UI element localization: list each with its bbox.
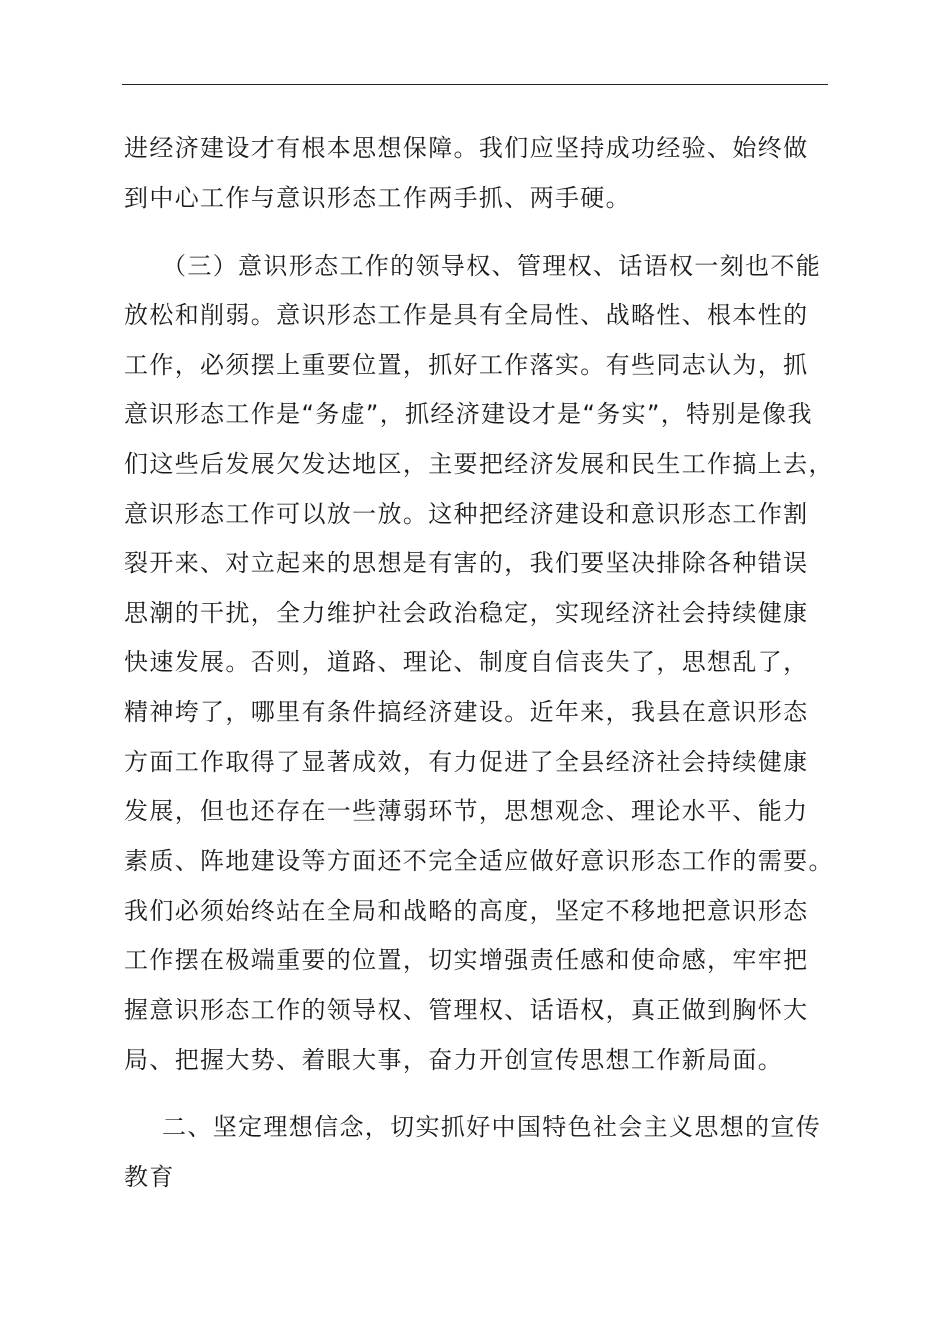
section-heading-line: （三）意识形态工作的领导权、管理权、话语权一刻也不能: [162, 252, 822, 280]
section-title-line: 教育: [124, 1163, 175, 1191]
text-line: 精神垮了，哪里有条件搞经济建设。近年来，我县在意识形态: [124, 698, 809, 726]
text-line: 意识形态工作是“务虚”，抓经济建设才是“务实”，特别是像我: [124, 400, 813, 428]
text-line: 工作，必须摆上重要位置，抓好工作落实。有些同志认为，抓: [124, 351, 809, 379]
text-line: 发展，但也还存在一些薄弱环节，思想观念、理论水平、能力: [124, 797, 809, 825]
text-line: 快速发展。否则，道路、理论、制度自信丧失了，思想乱了，: [124, 648, 809, 676]
text-line: 局、把握大势、着眼大事，奋力开创宣传思想工作新局面。: [124, 1046, 784, 1074]
header-rule: [122, 84, 828, 85]
text-line: 思潮的干扰，全力维护社会政治稳定，实现经济社会持续健康: [124, 599, 809, 627]
text-line: 们这些后发展欠发达地区，主要把经济发展和民生工作搞上去，: [124, 450, 834, 478]
text-line: 工作摆在极端重要的位置，切实增强责任感和使命感，牢牢把: [124, 946, 809, 974]
text-line: 方面工作取得了显著成效，有力促进了全县经济社会持续健康: [124, 748, 809, 776]
section-title-line: 二、坚定理想信念，切实抓好中国特色社会主义思想的宣传: [162, 1113, 822, 1141]
text-line: 裂开来、对立起来的思想是有害的，我们要坚决排除各种错误: [124, 549, 809, 577]
text-line: 进经济建设才有根本思想保障。我们应坚持成功经验、始终做: [124, 134, 809, 162]
text-line: 意识形态工作可以放一放。这种把经济建设和意识形态工作割: [124, 500, 809, 528]
text-line: 素质、阵地建设等方面还不完全适应做好意识形态工作的需要。: [124, 847, 834, 875]
text-line: 我们必须始终站在全局和战略的高度，坚定不移地把意识形态: [124, 897, 809, 925]
text-line: 握意识形态工作的领导权、管理权、话语权，真正做到胸怀大: [124, 996, 809, 1024]
text-line: 到中心工作与意识形态工作两手抓、两手硬。: [124, 184, 631, 212]
text-line: 放松和削弱。意识形态工作是具有全局性、战略性、根本性的: [124, 301, 809, 329]
